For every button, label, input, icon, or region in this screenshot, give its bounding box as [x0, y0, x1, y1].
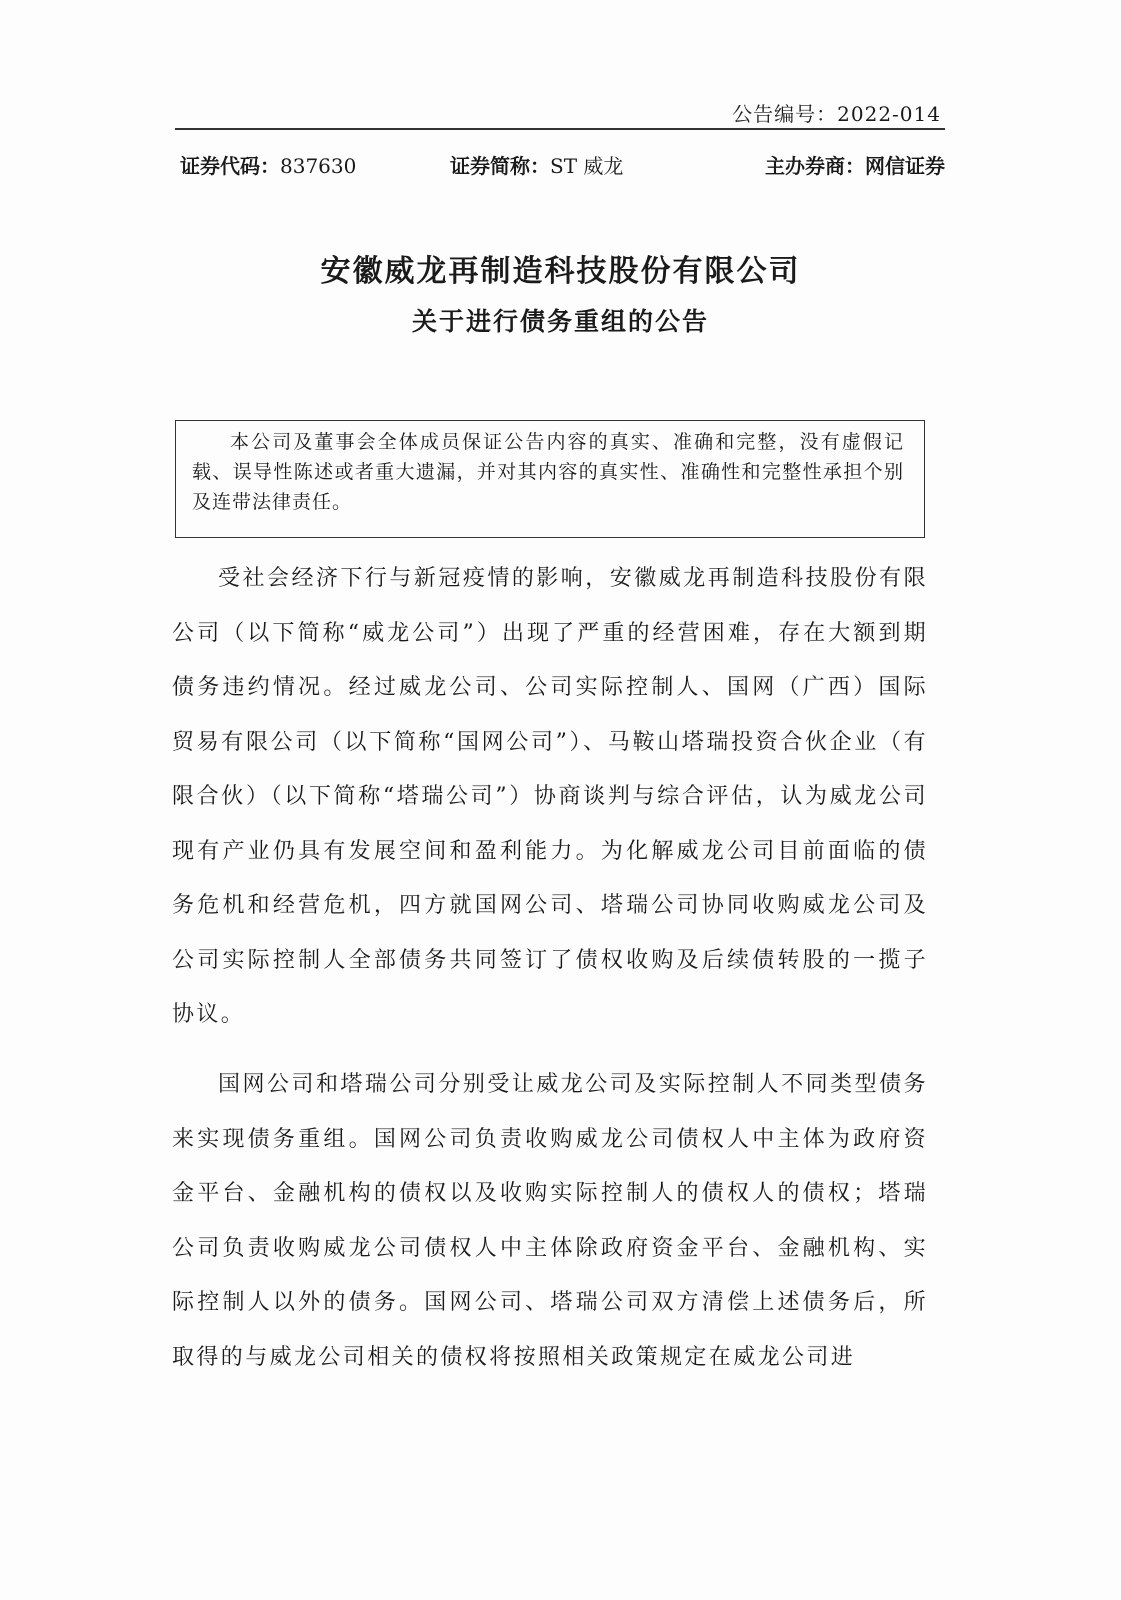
body-paragraph-2: 国网公司和塔瑞公司分别受让威龙公司及实际控制人不同类型债务来实现债务重组。国网公司负责收购威龙公司债权人中主体为政府资金平台、金融机构的债权以及收购实际控制人的债权人的债权；塔瑞公司负责收购威龙公司债权人中主体除政府资金平台、金融机构、实际控制人以外的债务。国网公司、塔瑞公司双方清偿上述债务后，所取得的与威龙公司相关的债权将按照相关政策规定在威龙公司进	[172, 1072, 928, 1370]
sponsor-broker-value: 网信证券	[865, 154, 945, 178]
company-title: 安徽威龙再制造科技股份有限公司	[320, 254, 801, 289]
announcement-number: 公告编号：2022-014	[732, 102, 941, 126]
security-code-value: 837630	[280, 154, 357, 178]
sponsor-broker	[765, 150, 945, 179]
security-info-row	[180, 150, 945, 180]
sponsor-broker-label: 主办券商：	[765, 154, 865, 178]
header-divider	[175, 128, 945, 130]
body-paragraph-1: 受社会经济下行与新冠疫情的影响，安徽威龙再制造科技股份有限公司（以下简称“威龙公司”）出现了严重的经营困难，存在大额到期债务违约情况。经过威龙公司、公司实际控制人、国网（广西）国际贸易有限公司（以下简称“国网公司”）、马鞍山塔瑞投资合伙企业（有限合伙）（以下简称“塔瑞公司”）协商谈判与综合评估，认为威龙公司现有产业仍具有发展空间和盈利能力。为化解威龙公司目前面临的债务危机和经营危机，四方就国网公司、塔瑞公司协同收购威龙公司及公司实际控制人全部债务共同签订了债权收购及后续债转股的一揽子协议。	[172, 566, 928, 1027]
security-abbreviation-label: 证券简称：	[450, 154, 550, 178]
security-abbreviation	[450, 150, 623, 179]
security-abbreviation-value: ST 威龙	[550, 154, 624, 178]
announcement-subtitle: 关于进行债务重组的公告	[411, 307, 709, 336]
security-code-label: 证券代码：	[180, 154, 280, 178]
security-code	[180, 150, 356, 179]
board-guarantee-notice: 本公司及董事会全体成员保证公告内容的真实、准确和完整，没有虚假记载、误导性陈述或者重大遗漏，并对其内容的真实性、准确性和完整性承担个别及连带法律责任。	[175, 420, 925, 538]
